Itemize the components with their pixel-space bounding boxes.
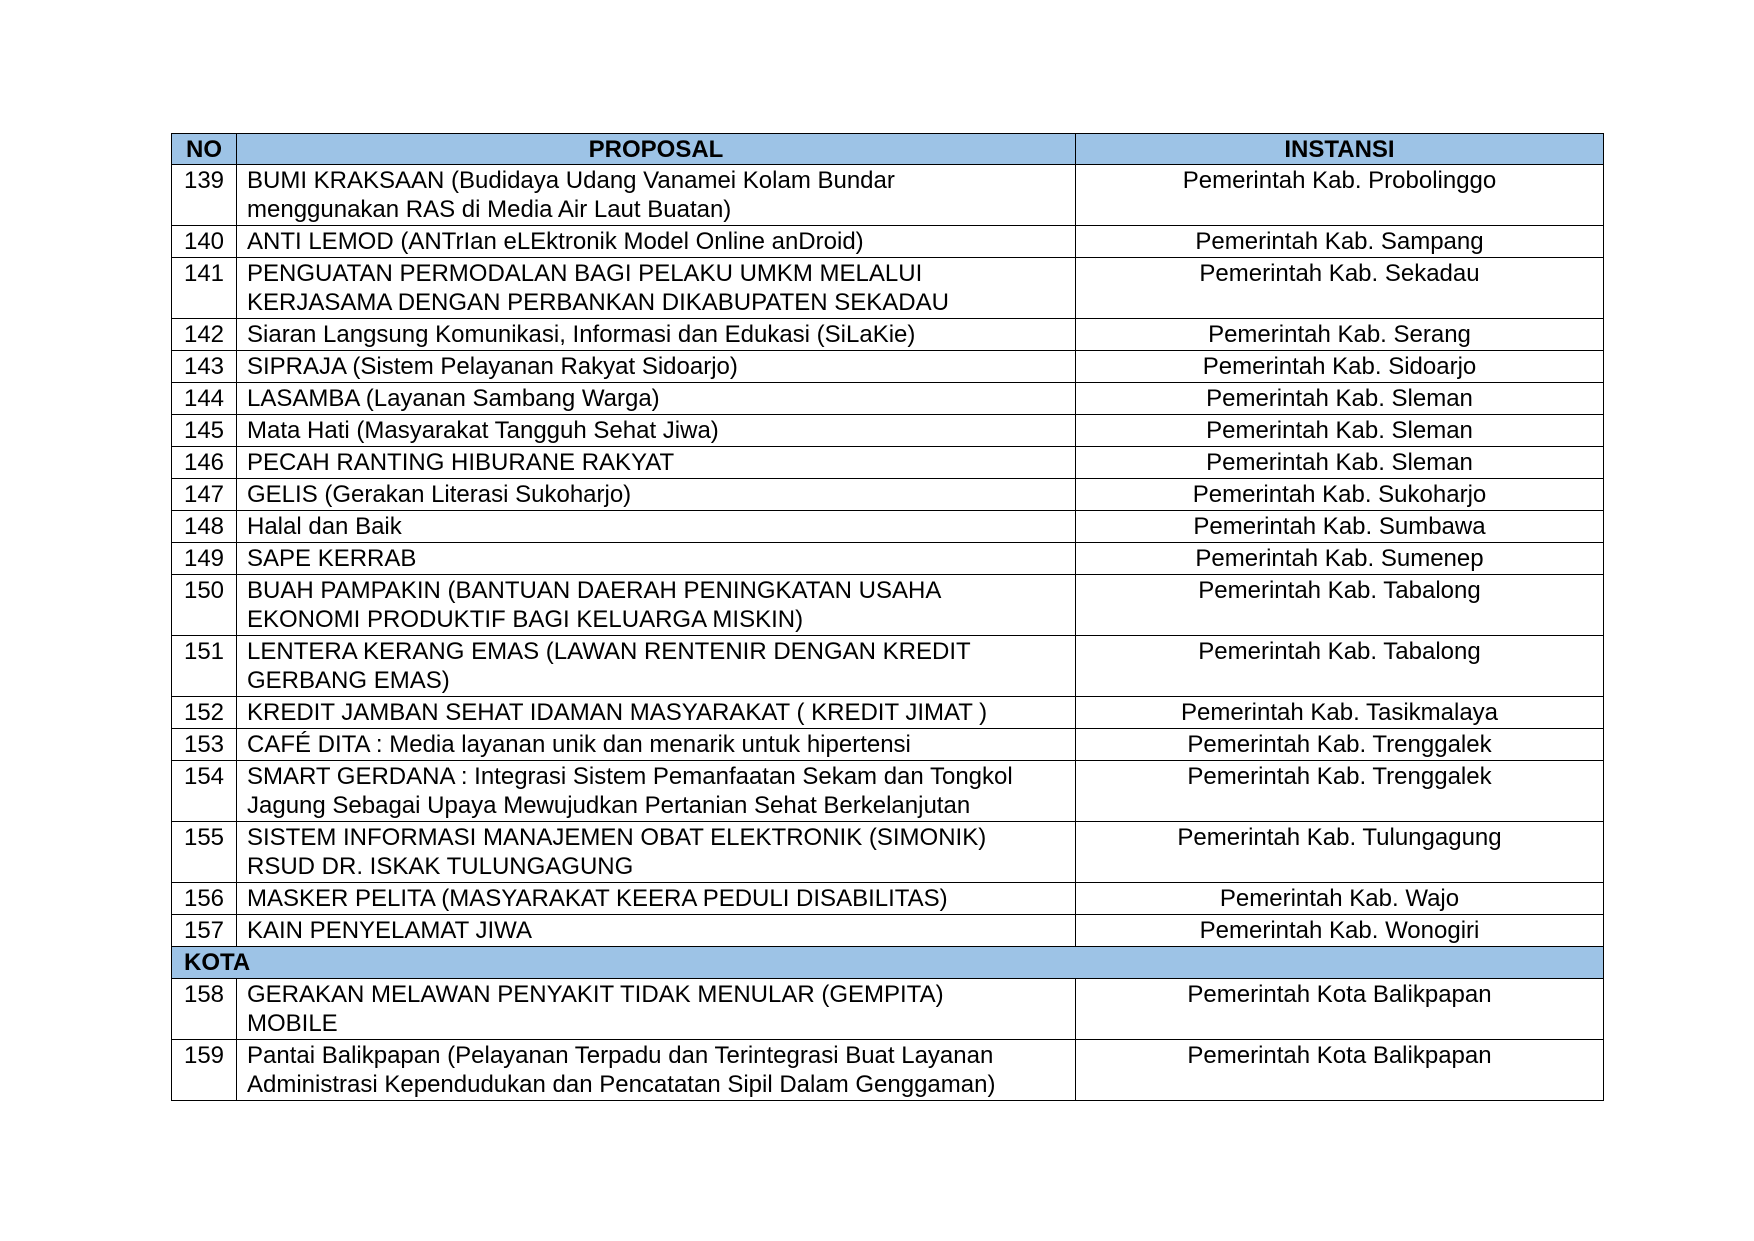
row-number: 143 xyxy=(172,351,237,383)
proposal-line: SISTEM INFORMASI MANAJEMEN OBAT ELEKTRONIK (SIMONIK) xyxy=(247,824,987,851)
proposal-line: Mata Hati (Masyarakat Tangguh Sehat Jiwa) xyxy=(247,417,719,444)
table-row xyxy=(172,1040,1604,1101)
table-row xyxy=(172,447,1604,479)
proposal-line: KREDIT JAMBAN SEHAT IDAMAN MASYARAKAT ( KREDIT JIMAT ) xyxy=(247,699,988,726)
row-proposal xyxy=(237,915,1076,947)
proposal-line: ANTI LEMOD (ANTrIan eLEktronik Model Online anDroid) xyxy=(247,228,864,255)
proposal-line: MASKER PELITA (MASYARAKAT KEERA PEDULI DISABILITAS) xyxy=(247,885,948,912)
proposal-line: EKONOMI PRODUKTIF BAGI KELUARGA MISKIN) xyxy=(247,606,804,633)
row-proposal xyxy=(237,543,1076,575)
table-row xyxy=(172,165,1604,226)
section-kota xyxy=(172,947,1604,979)
proposal-line: BUAH PAMPAKIN (BANTUAN DAERAH PENINGKATAN USAHA xyxy=(247,577,942,604)
row-number: 156 xyxy=(172,883,237,915)
row-number: 153 xyxy=(172,729,237,761)
row-number: 139 xyxy=(172,165,237,226)
row-instansi: Pemerintah Kab. Sleman xyxy=(1076,383,1604,415)
proposal-line: GERBANG EMAS) xyxy=(247,667,450,694)
row-instansi: Pemerintah Kab. Trenggalek xyxy=(1076,761,1604,822)
row-proposal xyxy=(237,258,1076,319)
row-instansi: Pemerintah Kab. Sampang xyxy=(1076,226,1604,258)
row-proposal xyxy=(237,636,1076,697)
proposal-line: Administrasi Kependudukan dan Pencatatan Sipil Dalam Genggaman) xyxy=(247,1071,996,1098)
row-instansi: Pemerintah Kab. Tabalong xyxy=(1076,575,1604,636)
row-instansi: Pemerintah Kab. Sleman xyxy=(1076,447,1604,479)
row-number: 146 xyxy=(172,447,237,479)
table-row xyxy=(172,479,1604,511)
proposal-line: SIPRAJA (Sistem Pelayanan Rakyat Sidoarjo) xyxy=(247,353,738,380)
proposal-line: Siaran Langsung Komunikasi, Informasi dan Edukasi (SiLaKie) xyxy=(247,321,916,348)
row-proposal xyxy=(237,226,1076,258)
proposal-line: PECAH RANTING HIBURANE RAKYAT xyxy=(247,449,675,476)
table-row xyxy=(172,697,1604,729)
table-row xyxy=(172,543,1604,575)
row-proposal xyxy=(237,383,1076,415)
row-number: 154 xyxy=(172,761,237,822)
row-instansi: Pemerintah Kab. Trenggalek xyxy=(1076,729,1604,761)
row-proposal xyxy=(237,697,1076,729)
proposal-line: menggunakan RAS di Media Air Laut Buatan) xyxy=(247,196,732,223)
proposal-line: Pantai Balikpapan (Pelayanan Terpadu dan Terintegrasi Buat Layanan xyxy=(247,1042,994,1069)
row-proposal xyxy=(237,165,1076,226)
row-instansi: Pemerintah Kab. Tasikmalaya xyxy=(1076,697,1604,729)
table-row xyxy=(172,383,1604,415)
table-row xyxy=(172,883,1604,915)
proposal-line: KAIN PENYELAMAT JIWA xyxy=(247,917,532,944)
table-row xyxy=(172,415,1604,447)
table-row xyxy=(172,351,1604,383)
row-instansi: Pemerintah Kab. Serang xyxy=(1076,319,1604,351)
table-row xyxy=(172,258,1604,319)
row-instansi: Pemerintah Kab. Wonogiri xyxy=(1076,915,1604,947)
table-row xyxy=(172,729,1604,761)
row-instansi: Pemerintah Kota Balikpapan xyxy=(1076,979,1604,1040)
row-instansi: Pemerintah Kab. Sekadau xyxy=(1076,258,1604,319)
proposal-line: SMART GERDANA : Integrasi Sistem Pemanfaatan Sekam dan Tongkol xyxy=(247,763,1013,790)
row-instansi: Pemerintah Kab. Sumenep xyxy=(1076,543,1604,575)
row-number: 155 xyxy=(172,822,237,883)
row-number: 152 xyxy=(172,697,237,729)
proposal-line: BUMI KRAKSAAN (Budidaya Udang Vanamei Kolam Bundar xyxy=(247,167,895,194)
row-proposal xyxy=(237,822,1076,883)
proposal-line: Halal dan Baik xyxy=(247,513,402,540)
row-instansi: Pemerintah Kab. Tabalong xyxy=(1076,636,1604,697)
row-proposal xyxy=(237,575,1076,636)
table-row xyxy=(172,761,1604,822)
row-number: 144 xyxy=(172,383,237,415)
row-proposal xyxy=(237,415,1076,447)
row-instansi: Pemerintah Kab. Probolinggo xyxy=(1076,165,1604,226)
row-number: 157 xyxy=(172,915,237,947)
table-row xyxy=(172,915,1604,947)
row-instansi: Pemerintah Kota Balikpapan xyxy=(1076,1040,1604,1101)
proposal-line: PENGUATAN PERMODALAN BAGI PELAKU UMKM MELALUI xyxy=(247,260,923,287)
row-proposal xyxy=(237,511,1076,543)
table-row xyxy=(172,319,1604,351)
table-row xyxy=(172,511,1604,543)
row-number: 145 xyxy=(172,415,237,447)
section-row xyxy=(172,947,1604,979)
proposal-line: GERAKAN MELAWAN PENYAKIT TIDAK MENULAR (GEMPITA) xyxy=(247,981,944,1008)
row-proposal xyxy=(237,761,1076,822)
proposal-line: LENTERA KERANG EMAS (LAWAN RENTENIR DENGAN KREDIT xyxy=(247,638,971,665)
proposal-line: RSUD DR. ISKAK TULUNGAGUNG xyxy=(247,853,634,880)
proposal-line: MOBILE xyxy=(247,1010,338,1037)
row-number: 147 xyxy=(172,479,237,511)
row-number: 150 xyxy=(172,575,237,636)
row-proposal xyxy=(237,479,1076,511)
proposal-line: Jagung Sebagai Upaya Mewujudkan Pertanian Sehat Berkelanjutan xyxy=(247,792,971,819)
proposal-line: LASAMBA (Layanan Sambang Warga) xyxy=(247,385,660,412)
row-proposal xyxy=(237,883,1076,915)
table-row xyxy=(172,979,1604,1040)
row-instansi: Pemerintah Kab. Sukoharjo xyxy=(1076,479,1604,511)
header-instansi: INSTANSI xyxy=(1076,134,1604,165)
section-label: KOTA xyxy=(172,947,1604,979)
header-no: NO xyxy=(172,134,237,165)
row-number: 142 xyxy=(172,319,237,351)
table-body-kota xyxy=(172,979,1604,1101)
row-instansi: Pemerintah Kab. Sidoarjo xyxy=(1076,351,1604,383)
table-header xyxy=(172,134,1604,165)
table-row xyxy=(172,575,1604,636)
header-row xyxy=(172,134,1604,165)
row-instansi: Pemerintah Kab. Sumbawa xyxy=(1076,511,1604,543)
proposal-line: SAPE KERRAB xyxy=(247,545,417,572)
row-number: 141 xyxy=(172,258,237,319)
row-number: 158 xyxy=(172,979,237,1040)
row-number: 159 xyxy=(172,1040,237,1101)
row-number: 148 xyxy=(172,511,237,543)
row-instansi: Pemerintah Kab. Wajo xyxy=(1076,883,1604,915)
row-instansi: Pemerintah Kab. Sleman xyxy=(1076,415,1604,447)
table-row xyxy=(172,226,1604,258)
proposal-line: KERJASAMA DENGAN PERBANKAN DIKABUPATEN SEKADAU xyxy=(247,289,949,316)
row-proposal xyxy=(237,729,1076,761)
table-body-kabupaten xyxy=(172,165,1604,947)
row-proposal xyxy=(237,319,1076,351)
row-number: 151 xyxy=(172,636,237,697)
table-row xyxy=(172,636,1604,697)
proposal-table xyxy=(171,133,1604,1101)
row-instansi: Pemerintah Kab. Tulungagung xyxy=(1076,822,1604,883)
proposal-line: CAFÉ DITA : Media layanan unik dan menarik untuk hipertensi xyxy=(247,731,911,758)
row-proposal xyxy=(237,447,1076,479)
row-proposal xyxy=(237,351,1076,383)
proposal-line: GELIS (Gerakan Literasi Sukoharjo) xyxy=(247,481,632,508)
row-number: 149 xyxy=(172,543,237,575)
row-proposal xyxy=(237,1040,1076,1101)
row-number: 140 xyxy=(172,226,237,258)
table-row xyxy=(172,822,1604,883)
header-proposal: PROPOSAL xyxy=(237,134,1076,165)
row-proposal xyxy=(237,979,1076,1040)
